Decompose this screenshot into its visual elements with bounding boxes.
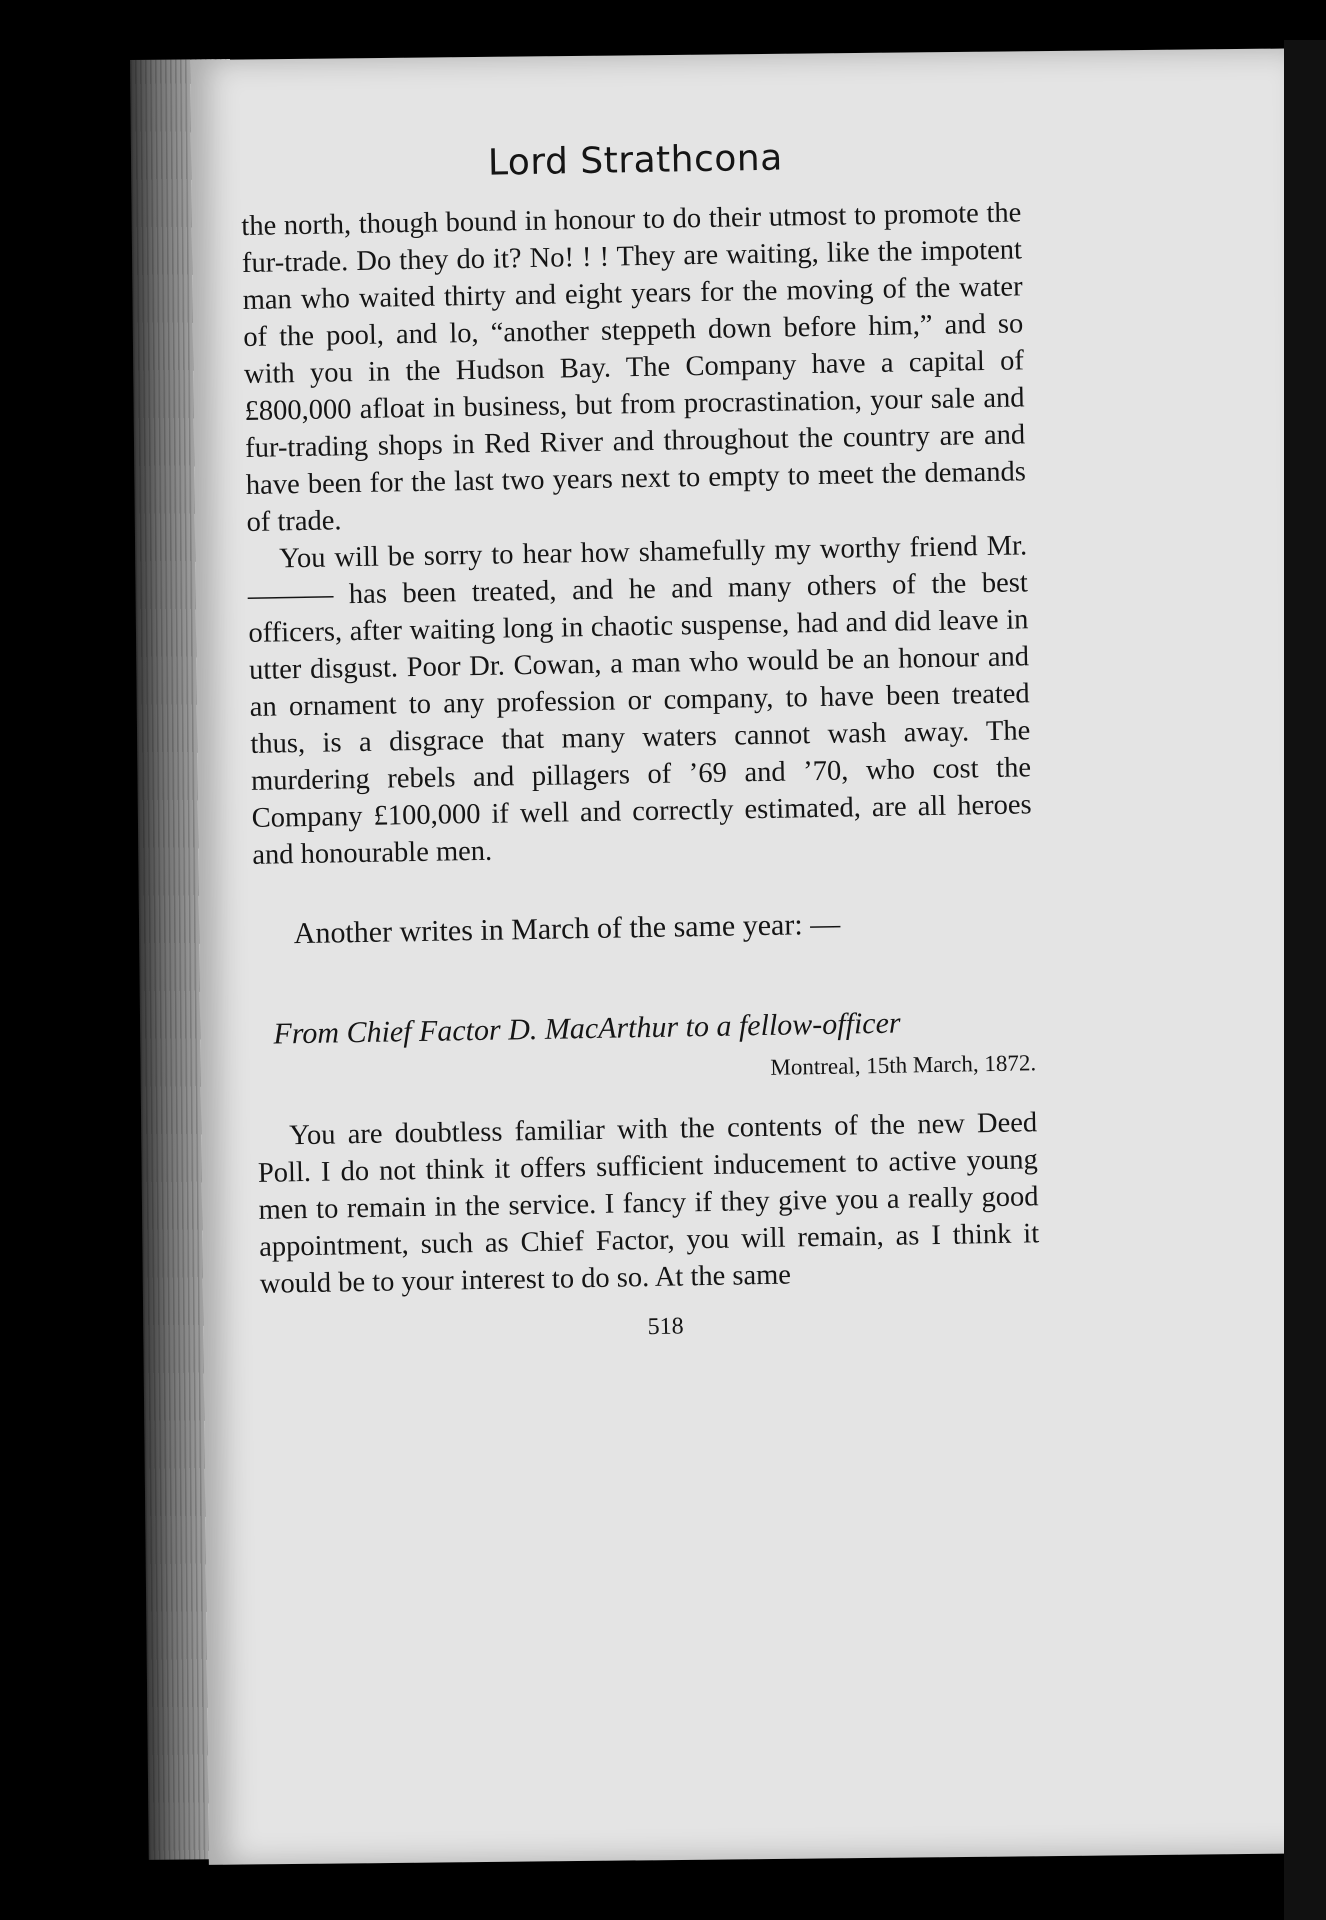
page-text-block [240,133,1041,1347]
body-paragraph-3: You are doubtless familiar with the contents of the new Deed Poll. I do not think it offers sufficient inducement to active young men to remain in the service. I fancy if they give you a really good appointment, such as Chief Factor, you will remain, as I think it would be to your interest to do so. At the same [257,1107,1040,1300]
letter-dateline: Montreal, 15th March, 1872. [770,1050,1037,1080]
facing-page-edge [1284,40,1326,1920]
page-number: 518 [647,1313,684,1341]
body-paragraph-2: You will be sorry to hear how shamefully my worthy friend Mr. ——— has been treated, and he and many others of the best officers, after waiting long in chaotic suspense, had and did leave in utter disgust. Poor Dr. Cowan, a man who would be an honour and an ornament to any profession or company, to have been treated thus, is a disgrace that many waters cannot wash away. The murdering rebels and pillagers of ’69 and ’70, who cost the Company £100,000 if well and correctly estimated, are all heroes and honourable men. [247,530,1032,871]
running-head: Lord Strathcona [487,137,784,184]
intro-line: Another writes in March of the same year: — [293,907,841,951]
letter-heading: From Chief Factor D. MacArthur to a fellow-officer [273,1006,901,1051]
body-paragraph-1: the north, though bound in honour to do their utmost to promote the fur-trade. Do they do it? No! ! ! They are waiting, like the impotent man who waited thirty and eight years for the moving of the water of the pool, and lo, “another steppeth down before him,” and so with you in the Hudson Bay. The Company have a capital of £800,000 afloat in business, but from procrastination, your sale and fur-trading shops in Red River and throughout the country are and have been for the last two years next to empty to meet the demands of trade. [241,197,1027,538]
